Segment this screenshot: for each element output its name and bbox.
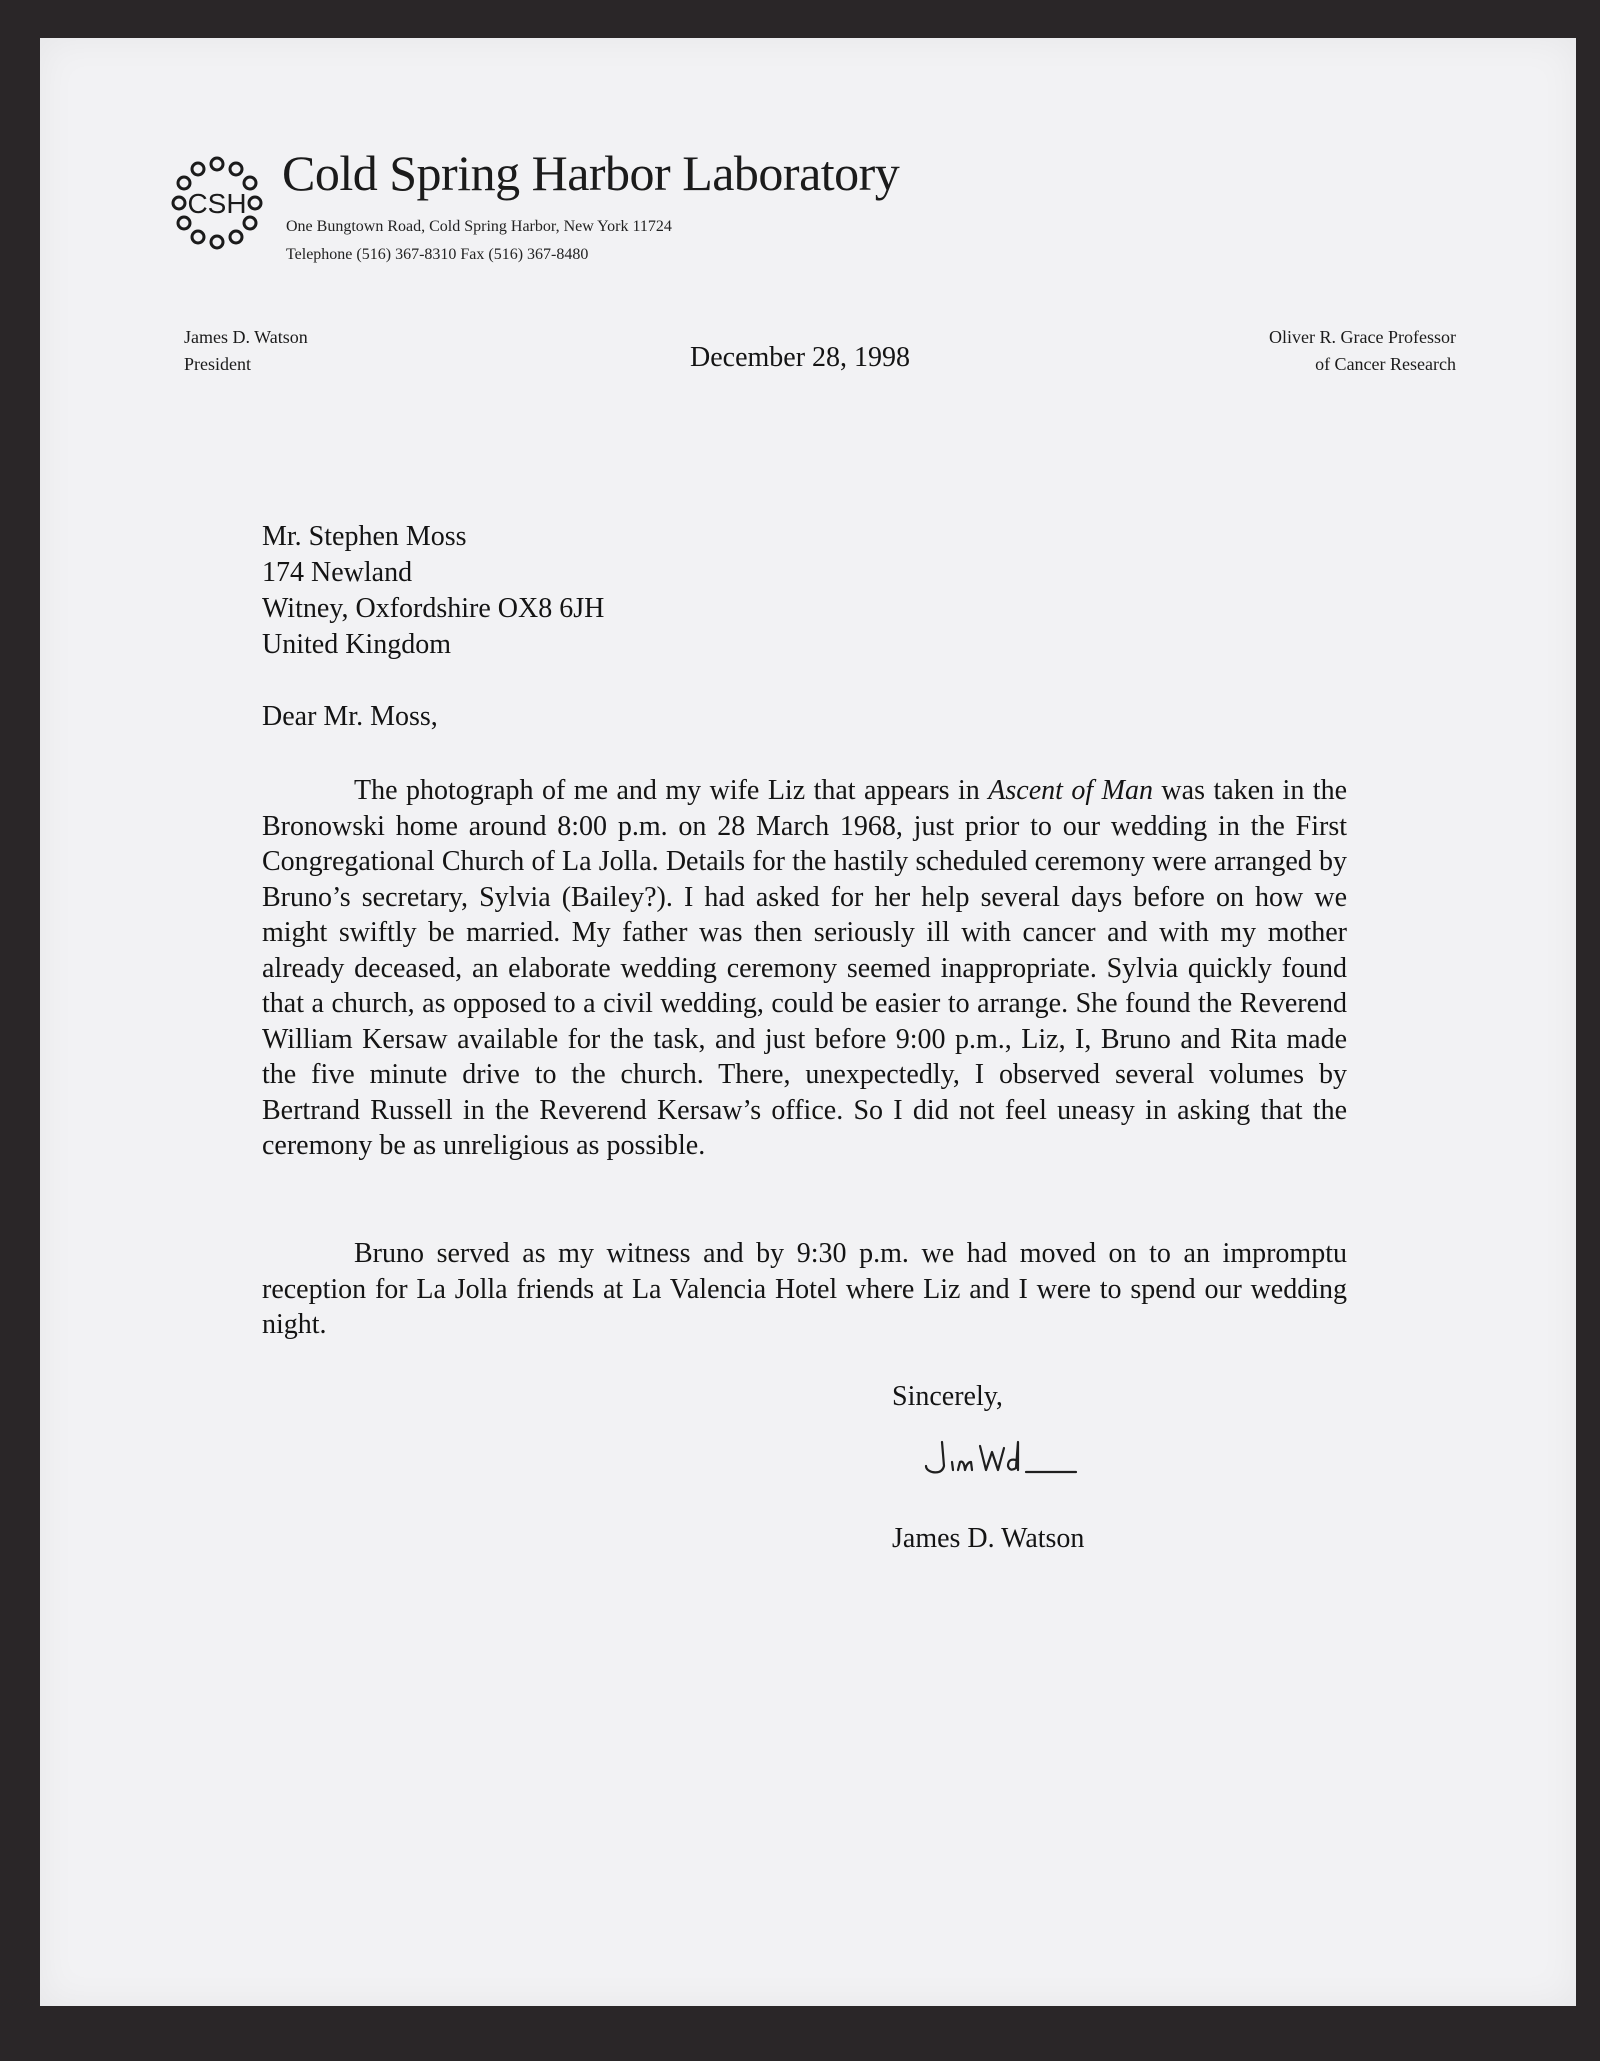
paragraph-1-intro: The photograph of me and my wife Liz that appears in	[354, 775, 989, 806]
recipient-address	[262, 519, 1347, 663]
recipient-country: United Kingdom	[262, 629, 451, 660]
recipient-city: Witney, Oxfordshire OX8 6JH	[262, 593, 605, 624]
book-title: Ascent of Man	[988, 775, 1153, 806]
recipient-name: Mr. Stephen Moss	[262, 521, 467, 552]
organization-phone: Telephone (516) 367-8310 Fax (516) 367-8480	[286, 246, 589, 263]
signature	[920, 1436, 1080, 1488]
sender-chair-block	[1269, 324, 1456, 378]
paragraph-1-rest: was taken in the Bronowski home around 8:00 p.m. on 28 March 1968, just prior to our wedding in the First Congregational Church of La Jolla. Details for the hastily scheduled ceremony were arranged by Bruno’s secretary, Sylvia (Bailey?). I had asked for her help several days before on how we might swiftly be married. My father was then seriously ill with cancer and with my mother already deceased, an elaborate wedding ceremony seemed inappropriate. Sylvia quickly found that a church, as opposed to a civil wedding, could be easier to arrange. She found the Reverend William Kersaw available for the task, and just before 9:00 p.m., Liz, I, Bruno and Rita made the five minute drive to the church. There, unexpectedly, I observed several volumes by Bertrand Russell in the Reverend Kersaw’s office. So I did not feel uneasy in asking that the ceremony be as unreligious as possible.	[262, 775, 1348, 1161]
chair-line-1: Oliver R. Grace Professor	[1269, 327, 1456, 347]
body-paragraph-1	[262, 773, 1347, 1164]
sender-block	[184, 324, 308, 378]
recipient-street: 174 Newland	[262, 557, 413, 588]
salutation: Dear Mr. Moss,	[262, 701, 438, 732]
letter-date: December 28, 1998	[690, 342, 911, 373]
sender-title: President	[184, 354, 251, 374]
sender-name: James D. Watson	[184, 327, 308, 347]
chair-line-2: of Cancer Research	[1315, 354, 1456, 374]
closing: Sincerely,	[892, 1381, 1003, 1412]
signer-name: James D. Watson	[892, 1523, 1085, 1554]
organization-address: One Bungtown Road, Cold Spring Harbor, New York 11724	[286, 218, 672, 235]
csh-logo-icon	[158, 144, 276, 262]
letter-page	[40, 38, 1576, 2006]
logo-text: CSH	[187, 188, 247, 219]
organization-name: Cold Spring Harbor Laboratory	[282, 145, 900, 201]
body-paragraph-2: Bruno served as my witness and by 9:30 p.m. we had moved on to an impromptu reception for La Jolla friends at La Valencia Hotel where Liz and I were to spend our wedding night.	[262, 1238, 1347, 1340]
